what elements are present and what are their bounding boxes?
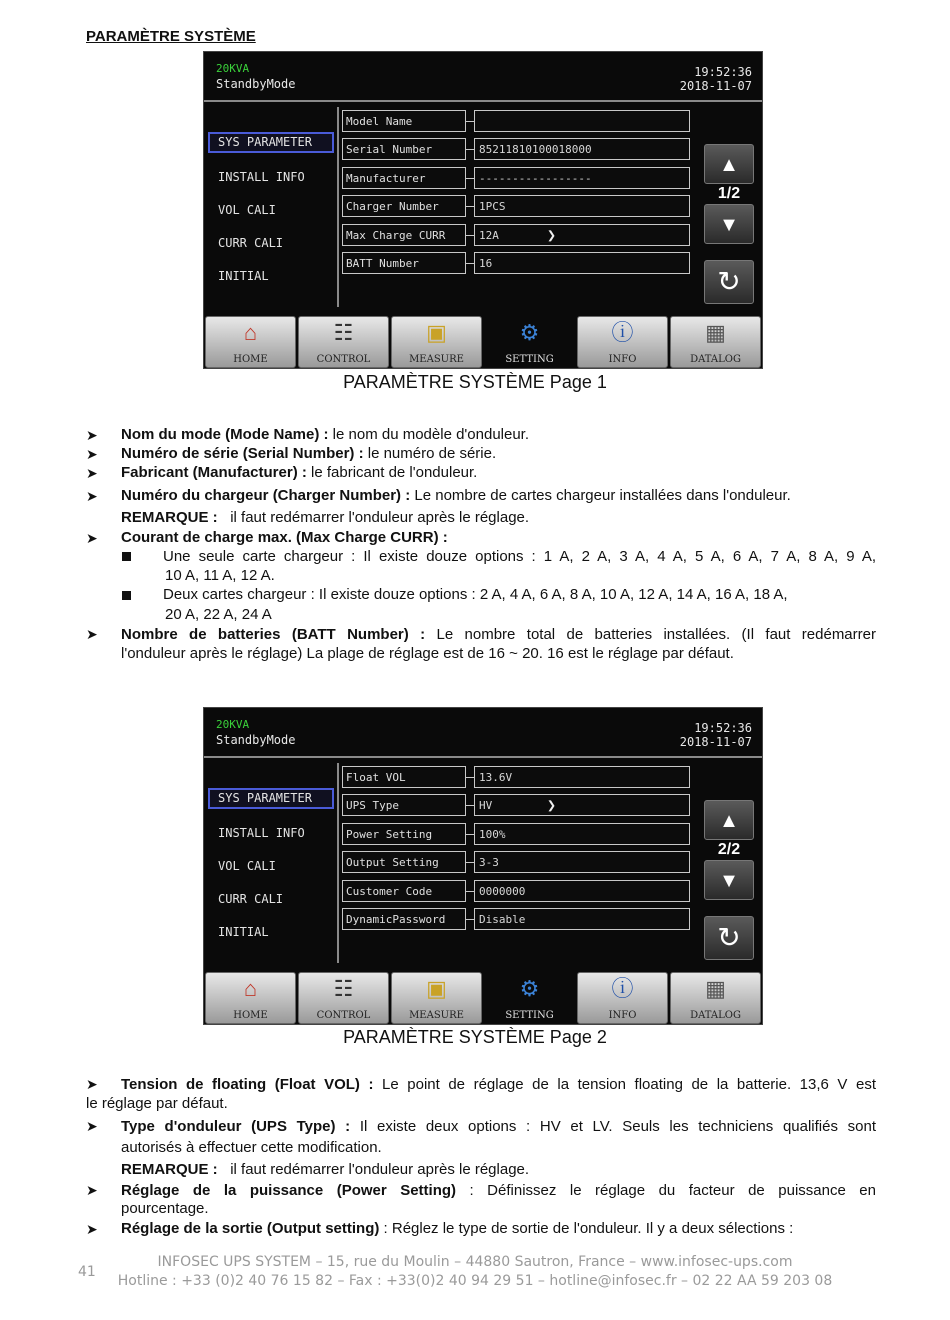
param-row-model-name [342, 110, 690, 134]
tab-label: SETTING [505, 1010, 554, 1021]
bottom-tab-bar [204, 316, 762, 368]
arrow-up-icon[interactable]: ▲ [704, 800, 754, 840]
figure-caption-1: PARAMÈTRE SYSTÈME Page 1 [343, 372, 607, 392]
parameter-list [342, 766, 690, 936]
bullet-square-icon [122, 552, 131, 561]
bullet-arrow-icon: ➤ [86, 446, 98, 462]
arrow-down-icon[interactable]: ▼ [704, 204, 754, 244]
param-label: Max Charge CURR [342, 224, 466, 246]
connector [466, 206, 474, 207]
tab-label: MEASURE [409, 354, 464, 365]
tab-label: CONTROL [316, 1010, 371, 1021]
note-text: il faut redémarrer l'onduleur après le réglage. [230, 1161, 530, 1178]
bottom-tab-bar [204, 972, 762, 1024]
note [121, 1161, 529, 1179]
menu-item-sys-parameter[interactable]: SYS PARAMETER [208, 132, 334, 153]
info-icon: ⓘ [611, 976, 634, 1001]
param-value[interactable]: 3-3 [474, 851, 690, 873]
list-item [121, 1075, 876, 1094]
term: Fabricant (Manufacturer) : [121, 464, 307, 481]
ups-mode: StandbyMode [216, 77, 296, 91]
ups-rating: 20KVA [216, 718, 250, 731]
term: Nom du mode (Mode Name) : [121, 426, 329, 443]
bullet-arrow-icon: ➤ [86, 1076, 98, 1092]
calendar-icon: ▦ [705, 976, 726, 1001]
list-item [121, 529, 448, 547]
menu-item-initial[interactable]: INITIAL [218, 269, 269, 283]
menu-item-install-info[interactable]: INSTALL INFO [218, 826, 305, 840]
param-row-power-setting [342, 823, 690, 847]
param-value[interactable] [474, 110, 690, 132]
tab-home[interactable] [205, 972, 296, 1024]
figure-caption-2: PARAMÈTRE SYSTÈME Page 2 [343, 1027, 607, 1047]
bullet-arrow-icon: ➤ [86, 427, 98, 443]
bullet-arrow-icon: ➤ [86, 530, 98, 546]
tab-label: INFO [608, 354, 637, 365]
connector [466, 919, 474, 920]
term: Réglage de la puissance (Power Setting) [121, 1182, 457, 1199]
page-indicator: 2/2 [717, 841, 741, 858]
tab-label: DATALOG [690, 1010, 741, 1021]
param-label: Output Setting [342, 851, 466, 873]
page-navigation [704, 800, 754, 900]
tab-label: DATALOG [690, 354, 741, 365]
note-text: il faut redémarrer l'onduleur après le réglage. [230, 509, 530, 526]
tab-control[interactable] [298, 972, 389, 1024]
clock-date: 2018-11-07 [679, 735, 752, 749]
param-label: Model Name [342, 110, 466, 132]
bullet-arrow-icon: ➤ [86, 488, 98, 504]
sub-list-item-cont: 10 A, 11 A, 12 A. [165, 567, 275, 584]
connector [466, 149, 474, 150]
param-value[interactable]: 13.6V [474, 766, 690, 788]
clock-time: 19:52:36 [694, 65, 752, 79]
bullet-arrow-icon: ➤ [86, 1182, 98, 1198]
param-value[interactable]: 100% [474, 823, 690, 845]
param-row-charger-number [342, 195, 690, 219]
connector [466, 121, 474, 122]
param-label: Customer Code [342, 880, 466, 902]
sliders-icon: ☷ [333, 320, 354, 345]
menu-item-sys-parameter[interactable]: SYS PARAMETER [208, 788, 334, 809]
param-label: Manufacturer [342, 167, 466, 189]
term: Nombre de batteries (BATT Number) : [121, 626, 426, 643]
term: Courant de charge max. (Max Charge CURR) : [121, 529, 448, 546]
param-label: UPS Type [342, 794, 466, 816]
term: Réglage de la sortie (Output setting) [121, 1220, 380, 1237]
divider [337, 763, 339, 963]
term: Tension de floating (Float VOL) : [121, 1076, 374, 1093]
clock [680, 721, 752, 749]
bullet-arrow-icon: ➤ [86, 1118, 98, 1134]
list-item-cont: le réglage par défaut. [86, 1095, 228, 1112]
divider [204, 756, 762, 758]
tab-label: CONTROL [316, 354, 371, 365]
definition: Le point de réglage de la tension floating de la batterie. 13,6 V est [373, 1076, 876, 1093]
param-row-ups-type [342, 794, 690, 818]
param-value-field[interactable] [474, 224, 690, 246]
arrow-down-icon[interactable]: ▼ [704, 860, 754, 900]
tab-label: INFO [608, 1010, 637, 1021]
bullet-arrow-icon: ➤ [86, 1221, 98, 1237]
parameter-list [342, 110, 690, 280]
definition: Il existe deux options : HV et LV. Seuls les techniciens qualifiés sont [350, 1118, 876, 1135]
param-label: Power Setting [342, 823, 466, 845]
definition: le nom du modèle d'onduleur. [328, 426, 530, 443]
clock-time: 19:52:36 [694, 721, 752, 735]
list-item-cont: pourcentage. [121, 1200, 209, 1217]
note [121, 509, 529, 527]
meter-icon: ▣ [426, 320, 447, 345]
menu-item-initial[interactable]: INITIAL [218, 925, 269, 939]
refresh-icon[interactable]: ↻ [704, 916, 754, 960]
menu-item-vol-cali[interactable]: VOL CALI [218, 859, 276, 873]
note-label: REMARQUE : [121, 509, 218, 526]
home-icon: ⌂ [243, 976, 258, 1001]
param-value[interactable]: ----------------- [474, 167, 690, 189]
settings-menu [208, 788, 334, 956]
page-navigation [704, 144, 754, 244]
definition: Le nombre de cartes chargeur installées dans l'onduleur. [410, 487, 791, 504]
list-item [121, 487, 791, 505]
connector [466, 891, 474, 892]
sub-list-item: Une seule carte chargeur : Il existe douze options : 1 A, 2 A, 3 A, 4 A, 5 A, 6 A, 7 A, 8 A, 9 A, [163, 548, 876, 565]
connector [466, 834, 474, 835]
term: Type d'onduleur (UPS Type) : [121, 1118, 351, 1135]
note-label: REMARQUE : [121, 1161, 218, 1178]
connector [466, 862, 474, 863]
ups-rating: 20KVA [216, 62, 250, 75]
ups-screen-page-2 [203, 707, 763, 1025]
connector [466, 263, 474, 264]
param-label: DynamicPassword [342, 908, 466, 930]
param-label: Float VOL [342, 766, 466, 788]
menu-item-vol-cali[interactable]: VOL CALI [218, 203, 276, 217]
home-icon: ⌂ [243, 320, 258, 345]
param-value: 12A [479, 228, 499, 242]
sub-list-item: Deux cartes chargeur : Il existe douze options : 2 A, 4 A, 6 A, 8 A, 10 A, 12 A, 14 A, 16 A, 18 A, [163, 586, 788, 603]
tab-control[interactable] [298, 316, 389, 368]
ups-mode: StandbyMode [216, 733, 296, 747]
tab-label: HOME [233, 1010, 268, 1021]
param-row-output-setting [342, 851, 690, 875]
param-value: HV [479, 799, 493, 813]
term: Numéro de série (Serial Number) : [121, 445, 364, 462]
term: Numéro du chargeur (Charger Number) : [121, 487, 411, 504]
param-row-serial-number [342, 138, 690, 162]
param-row-customer-code [342, 880, 690, 904]
bullet-square-icon [122, 591, 131, 600]
footer-contact: Hotline : +33 (0)2 40 76 15 82 – Fax : +33(0)2 40 94 29 51 – hotline@infosec.fr – 02 22 AA 59 203 08 [117, 1273, 833, 1289]
tab-info[interactable] [577, 972, 668, 1024]
param-value-field[interactable] [474, 794, 690, 816]
settings-menu [208, 132, 334, 300]
connector [466, 178, 474, 179]
footer-address: INFOSEC UPS SYSTEM – 15, rue du Moulin – 44880 Sautron, France – www.infosec-ups.com [157, 1254, 793, 1270]
tab-datalog[interactable] [670, 972, 761, 1024]
list-item-cont: autorisés à effectuer cette modification. [121, 1139, 382, 1156]
param-row-float-vol [342, 766, 690, 790]
tab-label: HOME [233, 354, 268, 365]
connector [466, 777, 474, 778]
clock [680, 65, 752, 93]
sub-list-item-cont: 20 A, 22 A, 24 A [165, 606, 272, 623]
param-row-dynamic-password [342, 908, 690, 932]
list-item [121, 1181, 876, 1200]
calendar-icon: ▦ [705, 320, 726, 345]
gear-icon: ⚙ [519, 320, 540, 345]
tab-measure[interactable] [391, 316, 482, 368]
list-item [121, 426, 529, 444]
meter-icon: ▣ [426, 976, 447, 1001]
list-item [121, 464, 477, 482]
bullet-arrow-icon: ➤ [86, 626, 98, 642]
divider [337, 107, 339, 307]
tab-label: SETTING [505, 354, 554, 365]
refresh-icon[interactable]: ↻ [704, 260, 754, 304]
list-item [121, 445, 496, 463]
tab-setting[interactable] [484, 972, 575, 1024]
tab-info[interactable] [577, 316, 668, 368]
param-value[interactable]: 1PCS [474, 195, 690, 217]
arrow-up-icon[interactable]: ▲ [704, 144, 754, 184]
tab-datalog[interactable] [670, 316, 761, 368]
sliders-icon: ☷ [333, 976, 354, 1001]
definition: Le nombre total de batteries installées. (Il faut redémarrer [425, 626, 876, 643]
ups-screen-page-1 [203, 51, 763, 369]
tab-home[interactable] [205, 316, 296, 368]
param-label: Serial Number [342, 138, 466, 160]
param-value[interactable]: Disable [474, 908, 690, 930]
page-number: 41 [78, 1264, 96, 1280]
param-label: Charger Number [342, 195, 466, 217]
param-value[interactable]: 0000000 [474, 880, 690, 902]
param-row-max-charge-curr [342, 224, 690, 248]
connector [466, 235, 474, 236]
clock-date: 2018-11-07 [679, 79, 752, 93]
definition: le numéro de série. [363, 445, 497, 462]
info-icon: ⓘ [611, 320, 634, 345]
menu-item-curr-cali[interactable]: CURR CALI [218, 892, 284, 906]
list-item [121, 1220, 793, 1238]
param-row-batt-number [342, 252, 690, 276]
bullet-arrow-icon: ➤ [86, 465, 98, 481]
chevron-right-icon[interactable]: ❯ [547, 225, 557, 244]
list-item-cont: l'onduleur après le réglage) La plage de réglage est de 16 ~ 20. 16 est le réglage par défaut. [121, 645, 734, 662]
gear-icon: ⚙ [519, 976, 540, 1001]
param-value[interactable]: 16 [474, 252, 690, 274]
definition: le fabricant de l'onduleur. [306, 464, 478, 481]
connector [466, 805, 474, 806]
list-item [121, 1117, 876, 1136]
page-heading: PARAMÈTRE SYSTÈME [86, 28, 256, 45]
menu-item-install-info[interactable]: INSTALL INFO [218, 170, 305, 184]
tab-measure[interactable] [391, 972, 482, 1024]
list-item [121, 625, 876, 644]
divider [204, 100, 762, 102]
definition: : Réglez le type de sortie de l'onduleur. Il y a deux sélections : [379, 1220, 794, 1237]
chevron-right-icon[interactable]: ❯ [547, 796, 557, 815]
tab-label: MEASURE [409, 1010, 464, 1021]
param-label: BATT Number [342, 252, 466, 274]
tab-setting[interactable] [484, 316, 575, 368]
definition: : Définissez le réglage du facteur de puissance en [456, 1182, 876, 1199]
param-row-manufacturer [342, 167, 690, 191]
menu-item-curr-cali[interactable]: CURR CALI [218, 236, 284, 250]
page-indicator: 1/2 [717, 185, 741, 202]
param-value[interactable]: 85211810100018000 [474, 138, 690, 160]
